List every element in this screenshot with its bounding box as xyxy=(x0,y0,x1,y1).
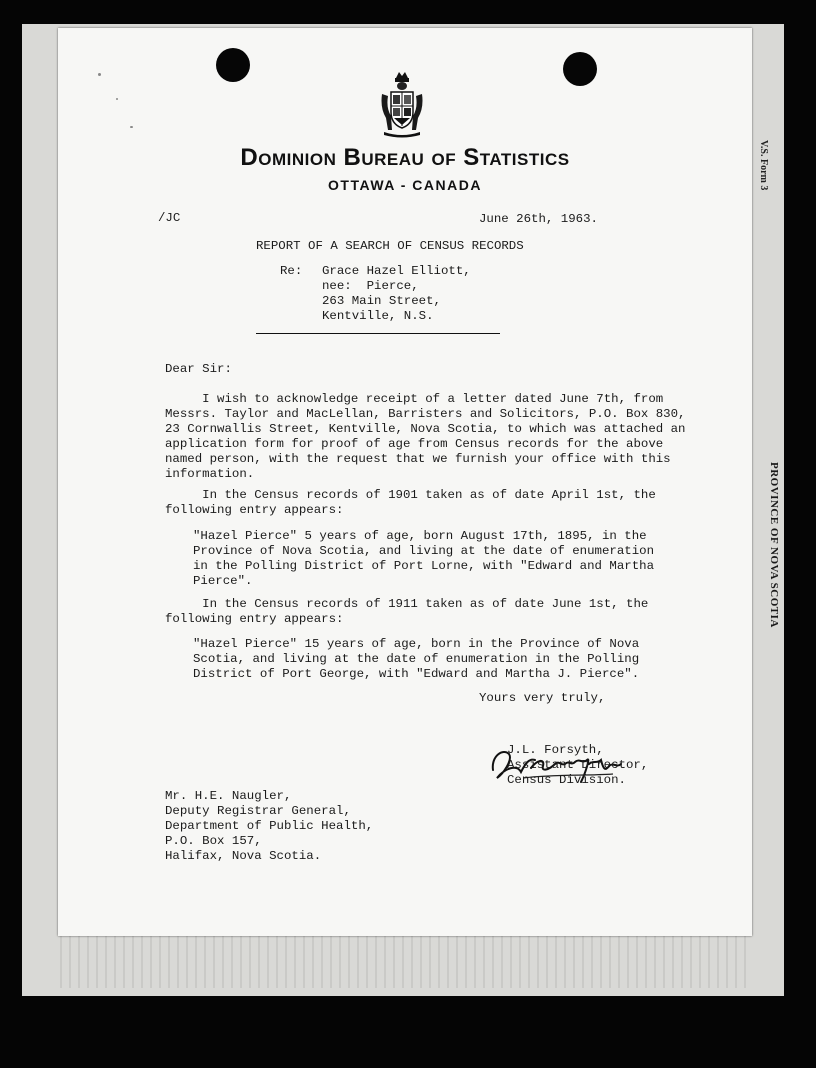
paper-speck xyxy=(98,73,101,76)
paragraph-line: In the Census records of 1901 taken as of date April 1st, the xyxy=(165,488,656,502)
letter-date: June 26th, 1963. xyxy=(479,212,598,226)
signatory-division: Census Division. xyxy=(507,773,626,787)
divider-rule xyxy=(256,333,500,334)
form-number-label: V.S. Form 3 xyxy=(758,140,769,191)
closing-line: Yours very truly, xyxy=(479,691,606,705)
census-entry-line: District of Port George, with "Edward and Martha J. Pierce". xyxy=(193,667,640,681)
census-entry-line: "Hazel Pierce" 15 years of age, born in the Province of Nova xyxy=(193,637,640,651)
signatory-title: Assistant Director, xyxy=(507,758,649,772)
paragraph-line: 23 Cornwallis Street, Kentville, Nova Scotia, to which was attached an xyxy=(165,422,686,436)
paper-speck xyxy=(130,126,133,128)
paragraph-line: named person, with the request that we furnish your office with this xyxy=(165,452,671,466)
paragraph-line: following entry appears: xyxy=(165,503,344,517)
signatory-name: J.L. Forsyth, xyxy=(507,743,604,757)
census-entry-line: Scotia, and living at the date of enumeration in the Polling xyxy=(193,652,640,666)
organization-name: Dominion Bureau of Statistics xyxy=(240,144,570,171)
subject-street: 263 Main Street, xyxy=(322,294,441,308)
recipient-name: Mr. H.E. Naugler, xyxy=(165,789,292,803)
punch-hole-left xyxy=(216,48,250,82)
reference-initials: /JC xyxy=(158,211,181,225)
paragraph-line: In the Census records of 1911 taken as of date June 1st, the xyxy=(165,597,649,611)
paragraph-line: information. xyxy=(165,467,255,481)
organization-location: OTTAWA - CANADA xyxy=(328,177,482,193)
subject-name: Grace Hazel Elliott, xyxy=(322,264,471,278)
census-entry-line: "Hazel Pierce" 5 years of age, born August 17th, 1895, in the xyxy=(193,529,647,543)
letter-page xyxy=(58,28,752,936)
punch-hole-right xyxy=(563,52,597,86)
subject-label: Re: xyxy=(280,264,303,278)
census-entry-line: Province of Nova Scotia, and living at the date of enumeration xyxy=(193,544,655,558)
recipient-title: Deputy Registrar General, xyxy=(165,804,351,818)
recipient-city: Halifax, Nova Scotia. xyxy=(165,849,322,863)
recipient-department: Department of Public Health, xyxy=(165,819,374,833)
paper-speck xyxy=(116,98,118,100)
paragraph-line: Messrs. Taylor and MacLellan, Barristers and Solicitors, P.O. Box 830, xyxy=(165,407,686,421)
underlying-form-strip xyxy=(60,928,750,988)
census-entry-line: in the Polling District of Port Lorne, with "Edward and Martha xyxy=(193,559,655,573)
paragraph-line: following entry appears: xyxy=(165,612,344,626)
subject-maiden-name: nee: Pierce, xyxy=(322,279,419,293)
recipient-po-box: P.O. Box 157, xyxy=(165,834,262,848)
coat-of-arms-icon xyxy=(376,68,428,140)
salutation: Dear Sir: xyxy=(165,362,232,376)
subject-town: Kentville, N.S. xyxy=(322,309,434,323)
province-side-label: PROVINCE OF NOVA SCOTIA xyxy=(768,462,780,628)
paragraph-line: I wish to acknowledge receipt of a letter dated June 7th, from xyxy=(165,392,664,406)
paragraph-line: application form for proof of age from Census records for the above xyxy=(165,437,664,451)
report-title: REPORT OF A SEARCH OF CENSUS RECORDS xyxy=(256,239,524,253)
census-entry-line: Pierce". xyxy=(193,574,253,588)
